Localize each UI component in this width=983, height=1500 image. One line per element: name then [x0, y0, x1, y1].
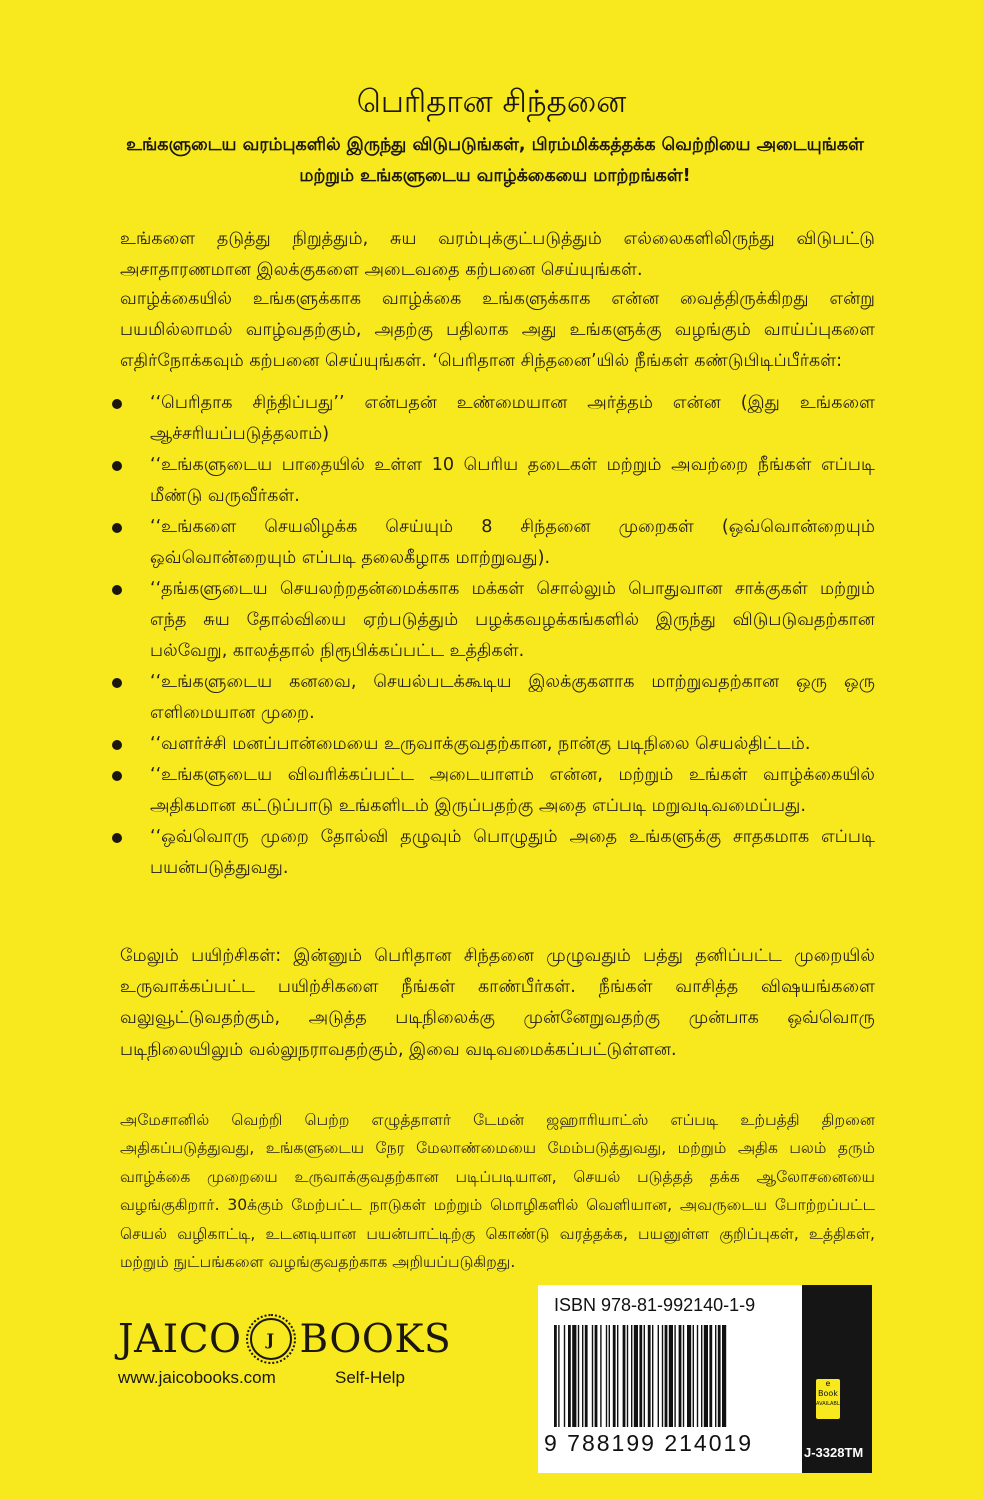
ebook-icon: e Book AVAILABLE [816, 1379, 840, 1419]
bullet-icon [112, 399, 122, 409]
publisher-emblem-icon: J [250, 1318, 292, 1360]
list-item: ‘‘உங்களுடைய பாதையில் உள்ள 10 பெரிய தடைகள் மற்றும் அவற்றை நீங்கள் எப்படி மீண்டு வருவீர்கள். [112, 450, 875, 512]
bullet-icon [112, 678, 122, 688]
publisher-website[interactable]: www.jaicobooks.com [118, 1368, 276, 1387]
barcode-panel [538, 1285, 802, 1473]
list-item: ‘‘உங்களுடைய கனவை, செயல்படக்கூடிய இலக்குகளாக மாற்றுவதற்கான ஒரு ஒரு எளிமையான முறை. [112, 667, 875, 729]
tagline: உங்களுடைய வரம்புகளில் இருந்து விடுபடுங்கள், பிரம்மிக்கத்தக்க வெற்றியை அடையுங்கள் மற்றும் உங்களுடைய வாழ்க்கையை மாற்றங்கள்! [126, 135, 864, 186]
list-item: ‘‘வளர்ச்சி மனப்பான்மையை உருவாக்குவதற்கான, நான்கு படிநிலை செயல்திட்டம். [112, 729, 875, 760]
author-note: அமேசானில் வெற்றி பெற்ற எழுத்தாளர் டேமன் ஜஹாரியாட்ஸ் எப்படி உற்பத்தி திறனை அதிகப்படுத்துவது, உங்களுடைய நேர மேலாண்மையை மேம்படுத்துவது, மற்றும் அதிக பலம் தரும் வாழ்க்கை முறையை உருவாக்குவதற்கான படிப்படியான, செயல் படுத்தத் தக்க ஆலோசனையை வழங்குகிறார். 30க்கும் மேற்பட்ட நாடுகள் மற்றும் மொழிகளில் வெளியான, அவருடைய போற்றப்பட்ட செயல் வழிகாட்டி, உடனடியான பயன்பாட்டிற்கு கொண்டு வரத்தக்க, பயனுள்ள குறிப்புகள், உத்திகள், மற்றும் நுட்பங்களை வழங்குவதற்காக அறியப்படுகிறது. [120, 1111, 875, 1272]
feature-list [112, 388, 875, 884]
publisher-name-right: BOOKS [299, 1316, 452, 1362]
list-item: ‘‘ஒவ்வொரு முறை தோல்வி தழுவும் பொழுதும் அதை உங்களுக்கு சாதகமாக எப்படி பயன்படுத்துவது. [112, 822, 875, 884]
barcode-icon [554, 1325, 798, 1427]
intro-paragraph-2: வாழ்க்கையில் உங்களுக்காக வாழ்க்கை உங்களுக்காக என்ன வைத்திருக்கிறது என்று பயமில்லாமல் வாழ்வதற்கும், அதற்கு பதிலாக அது உங்களுக்கு வழங்கும் வாய்ப்புகளை எதிர்நோக்கவும் கற்பனை செய்யுங்கள். ‘பெரிதான சிந்தனை’யில் நீங்கள் கண்டுபிடிப்பீர்கள்: [120, 289, 875, 372]
list-item: ‘‘உங்களை செயலிழக்க செய்யும் 8 சிந்தனை முறைகள் (ஒவ்வொன்றையும் ஒவ்வொன்றையும் எப்படி தலைகீழாக மாற்றுவது). [112, 512, 875, 574]
list-item: ‘‘தங்களுடைய செயலற்றதன்மைக்காக மக்கள் சொல்லும் பொதுவான சாக்குகள் மற்றும் எந்த சுய தோல்வியை ஏற்படுத்தும் பழக்கவழக்கங்களில் இருந்து விடுபடுவதற்கான பல்வேறு, காலத்தால் நிரூபிக்கப்பட்ட உத்திகள். [112, 574, 875, 667]
bullet-icon [112, 833, 122, 843]
list-item: ‘‘பெரிதாக சிந்திப்பது’’ என்பதன் உண்மையான அர்த்தம் என்ன (இது உங்களை ஆச்சரியப்படுத்தலாம்) [112, 388, 875, 450]
list-item: ‘‘உங்களுடைய விவரிக்கப்பட்ட அடையாளம் என்ன, மற்றும் உங்கள் வாழ்க்கையில் அதிகமான கட்டுப்பாடு உங்களிடம் இருப்பதற்கு அதை எப்படி மறுவடிவமைப்பது. [112, 760, 875, 822]
bullet-icon [112, 461, 122, 471]
intro-paragraph-1: உங்களை தடுத்து நிறுத்தும், சுய வரம்புக்குட்படுத்தும் எல்லைகளிலிருந்து விடுபட்டு அசாதாரணமான இலக்குகளை அடைவதை கற்பனை செய்யுங்கள். [120, 229, 875, 281]
bullet-icon [112, 585, 122, 595]
publisher-name-left: JAICO [118, 1316, 242, 1362]
book-title: பெரிதான சிந்தனை [356, 84, 627, 120]
bullet-icon [112, 771, 122, 781]
barcode-digits: 9 788199 214019 [544, 1430, 754, 1456]
code-strip [802, 1285, 872, 1473]
product-code: J-3328TM [804, 1445, 864, 1460]
bullet-icon [112, 523, 122, 533]
publisher-logo [118, 1314, 468, 1364]
bullet-icon [112, 740, 122, 750]
isbn-label: ISBN 978-81-992140-1-9 [554, 1295, 756, 1315]
exercises-paragraph: மேலும் பயிற்சிகள்: இன்னும் பெரிதான சிந்தனை முழுவதும் பத்து தனிப்பட்ட முறையில் உருவாக்கப்பட்ட பயிற்சிகளை நீங்கள் காண்பீர்கள். நீங்கள் வாசித்த விஷயங்களை வலுவூட்டுவதற்கும், அடுத்த படிநிலைக்கு முன்னேறுவதற்கு முன்பாக ஒவ்வொரு படிநிலையிலும் வல்லுநராவதற்கும், இவை வடிவமைக்கப்பட்டுள்ளன. [120, 946, 875, 1060]
book-category: Self-Help [335, 1368, 405, 1387]
